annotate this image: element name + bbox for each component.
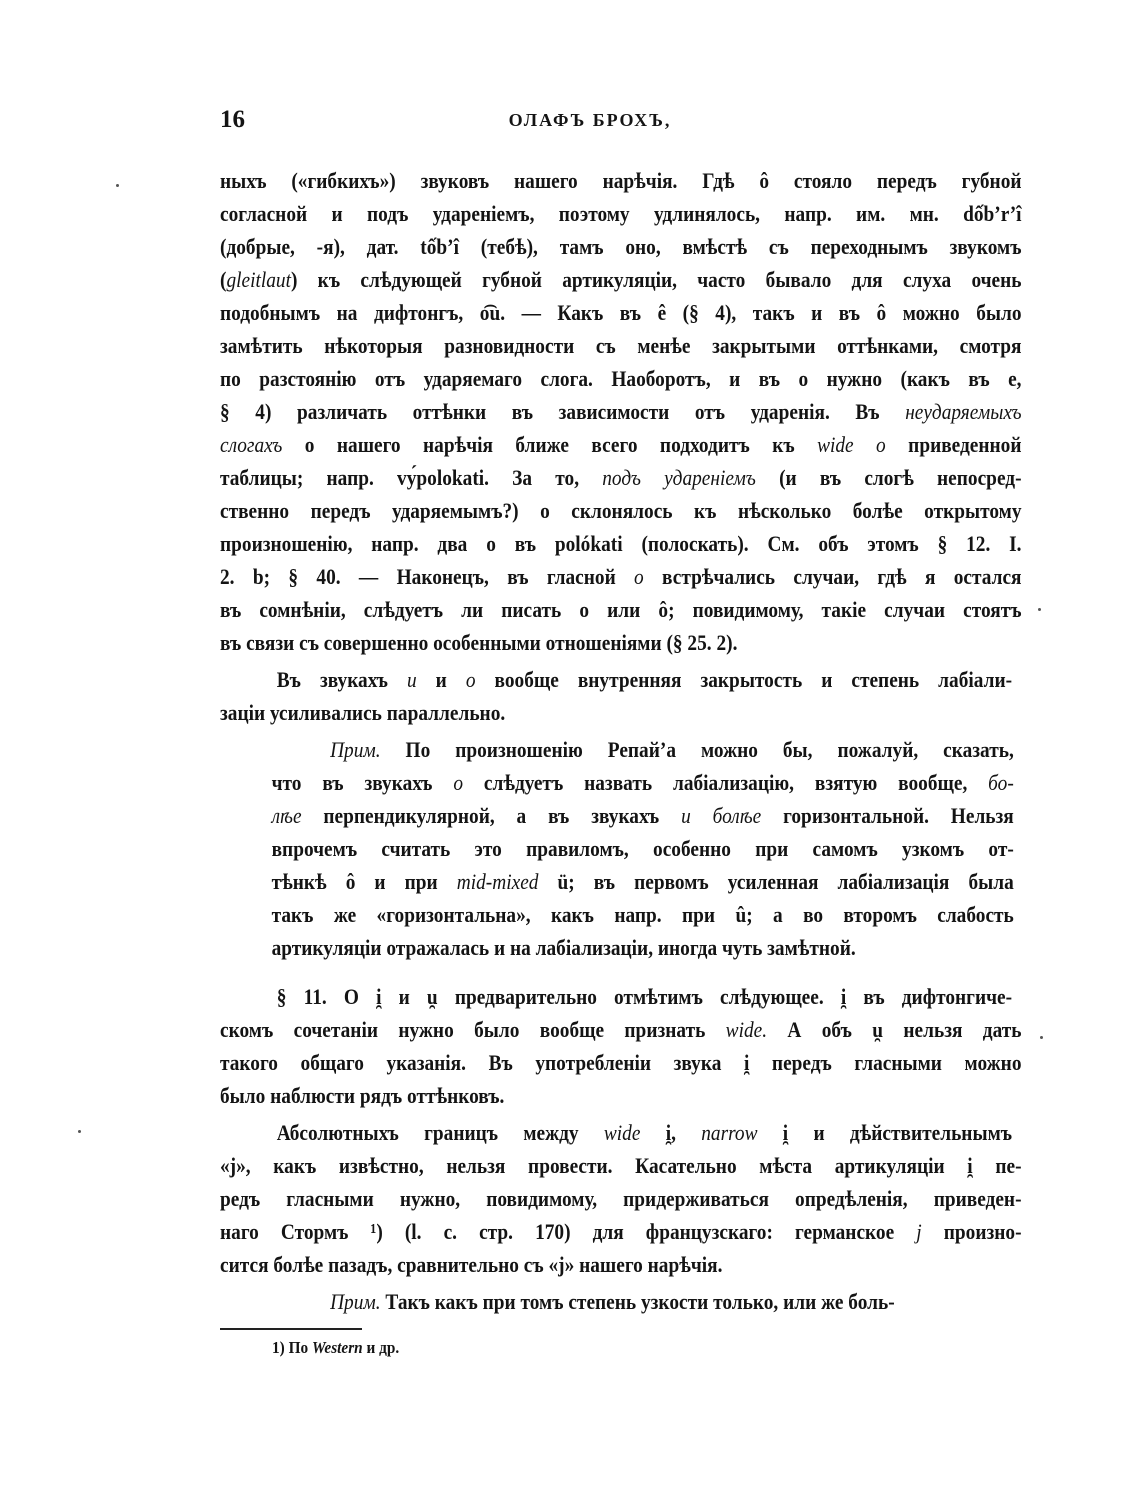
running-head: ОЛАФЪ БРОХЪ, [508,110,672,130]
text-line [220,428,1022,461]
footnote-text: По [288,1338,309,1357]
text-run: наго Стормъ ¹) (l. c. стр. 170) для французскаго: германское [220,1219,917,1244]
text-line [220,898,1014,931]
italic-text: неударяемыхъ [905,399,1022,424]
text-run: встрѣчались случаи, гдѣ я остался [643,564,1022,589]
note-block [220,1285,1022,1318]
italic-text: о [634,564,644,589]
text-run: подобнымъ на дифтонгъ, o͡u. — Какъ въ ê (§ 4), такъ и въ ô можно было [220,300,1022,325]
italic-text: mid-mixed [456,869,539,894]
text-line [220,980,1012,1013]
text-run: произношенію, напр. два о въ polókati (полоскать). См. объ этомъ § 12. I. [220,531,1022,556]
italic-text: wide о [817,432,886,457]
text-run: скомъ сочетаніи нужно было вообще признать [220,1017,726,1042]
italic-text: gleitlaut [226,267,291,292]
paragraph [220,164,1022,659]
text-run: горизонтальной. Нельзя [761,803,1014,828]
text-line [220,461,1022,494]
text-run: замѣтить нѣкоторыя разновидности съ менѣе закрытыми оттѣнками, смотря [220,333,1022,358]
text-run: слѣдуетъ назвать лабіализацію, взятую вообще, [463,770,989,795]
scan-speck [1040,1036,1043,1039]
italic-text: wide [603,1120,641,1145]
text-run: По произношенію Репай’а можно бы, пожалуй, сказать, [380,737,1014,762]
text-run: ü; въ первомъ усиленная лабіализація была [538,869,1014,894]
text-run: i̯ и дѣйствительнымъ [757,1120,1013,1145]
italic-text: u [406,667,417,692]
text-line [220,1013,1022,1046]
italic-text: j [916,1219,922,1244]
text-run: ( [220,267,227,292]
text-line [220,329,1022,362]
text-line [220,733,1014,766]
text-line [220,799,1014,832]
paragraph [220,663,1022,729]
text-line [220,766,1014,799]
text-line [220,527,1022,560]
page-body [220,164,1022,1318]
italic-text: Прим. [330,737,381,762]
text-run: А объ u̯ нельзя дать [767,1017,1022,1042]
text-line [220,1079,1022,1112]
italic-text: слогахъ [220,432,283,457]
text-run: ственно передъ ударяемымъ?) о склонялось къ нѣсколько болѣе открытому [220,498,1022,523]
italic-text: wide. [725,1017,768,1042]
text-line [220,164,1022,197]
italic-text: лѣе [271,803,302,828]
text-line [220,663,1012,696]
footnote-italic: Western [311,1338,363,1357]
italic-text: Прим. [330,1289,381,1314]
page-number: 16 [220,106,245,133]
text-run: приведенной [885,432,1022,457]
text-line [220,1215,1022,1248]
text-run: и [416,667,466,692]
text-run: согласной и подъ удареніемъ, поэтому удлинялось, напр. им. мн. dốb’r’î [220,201,1022,226]
note-block [220,733,1022,964]
footnote-text-after: и др. [366,1338,400,1357]
text-line [220,1116,1012,1149]
scan-speck [116,184,119,187]
text-line [220,1182,1022,1215]
text-line [220,626,1022,659]
text-line [220,230,1022,263]
footnote [272,1338,399,1358]
text-run: перпендикулярной, а въ звукахъ [301,803,682,828]
text-run: произно- [921,1219,1022,1244]
text-line [220,832,1014,865]
text-run: въ связи съ совершенно особенными отношеніями (§ 25. 2). [220,630,738,655]
scan-speck [1038,608,1041,611]
italic-text: narrow [701,1120,758,1145]
text-run: Въ звукахъ [276,667,407,692]
text-line [220,1285,1014,1318]
text-run: было наблюсти рядъ оттѣнковъ. [220,1083,505,1108]
text-line [220,560,1022,593]
paragraph [220,980,1022,1112]
text-run: § 11. О i̯ и u̯ предварительно отмѣтимъ слѣдующее. i̯ въ дифтонгиче- [276,984,1013,1009]
italic-text: бо- [988,770,1014,795]
italic-text: подъ удареніемъ [602,465,756,490]
footnote-divider [220,1328,362,1330]
text-run: заціи усиливались параллельно. [220,700,506,725]
text-line [220,1149,1022,1182]
text-run: такъ же «горизонтальна», какъ напр. при û; а во второмъ слабость [271,902,1014,927]
text-line [220,1248,1022,1281]
text-run: (и въ слогѣ непосред- [755,465,1022,490]
text-run: сится болѣе пазадъ, сравнительно съ «j» нашего нарѣчія. [220,1252,723,1277]
paragraph [220,1116,1022,1281]
text-run: § 4) различать оттѣнки въ зависимости отъ ударенія. Въ [220,399,906,424]
text-line [220,296,1022,329]
text-run: ныхъ («гибкихъ») звуковъ нашего нарѣчія. Гдѣ ô стояло передъ губной [220,168,1022,193]
text-run: таблицы; напр. vу́polokati. За то, [220,465,603,490]
paragraph-gap [220,964,1022,980]
text-line [220,1046,1022,1079]
text-run: тѣнкѣ ô и при [271,869,457,894]
text-run: въ сомнѣніи, слѣдуетъ ли писать о или ô; повидимому, такіе случаи стоятъ [220,597,1022,622]
text-line [220,395,1022,428]
text-run: 2. b; § 40. — Наконецъ, въ гласной [220,564,635,589]
text-run: впрочемъ считать это правиломъ, особенно при самомъ узкомъ от- [271,836,1014,861]
text-line [220,931,1014,964]
text-run: по разстоянію отъ ударяемаго слога. Наоборотъ, и въ о нужно (какъ въ е, [220,366,1022,391]
text-line [220,696,1022,729]
text-run: артикуляціи отражалась и на лабіализаціи, иногда чуть замѣтной. [271,935,856,960]
text-run: «j», какъ извѣстно, нельзя провести. Касательно мѣста артикуляціи i̯ пе- [220,1153,1022,1178]
text-line [220,197,1022,230]
text-run: Абсолютныхъ границъ между [276,1120,604,1145]
italic-text: о [453,770,464,795]
text-line [220,263,1022,296]
text-run: (добрые, -я), дат. tốb’î (тебѣ), тамъ оно, вмѣстѣ съ переходнымъ звукомъ [220,234,1022,259]
text-line [220,593,1022,626]
text-line [220,494,1022,527]
italic-text: о [465,667,476,692]
text-run: такого общаго указанія. Въ употребленіи звука i̯ передъ гласными можно [220,1050,1022,1075]
italic-text: u болѣе [681,803,762,828]
scan-speck [78,1130,81,1133]
text-line [220,362,1022,395]
text-run: Такъ какъ при томъ степень узкости только, или же боль- [380,1289,895,1314]
text-run: вообще внутренняя закрытость и степень лабіали- [475,667,1013,692]
text-run: редъ гласными нужно, повидимому, придерживаться опредѣленія, приведен- [220,1186,1022,1211]
text-run: i̯, [640,1120,702,1145]
text-line [220,865,1014,898]
text-run: ) къ слѣдующей губной артикуляціи, часто бывало для слуха очень [290,267,1022,292]
text-run: о нашего нарѣчія ближе всего подходитъ къ [282,432,818,457]
text-run: что въ звукахъ [271,770,454,795]
footnote-number: 1) [272,1338,285,1357]
